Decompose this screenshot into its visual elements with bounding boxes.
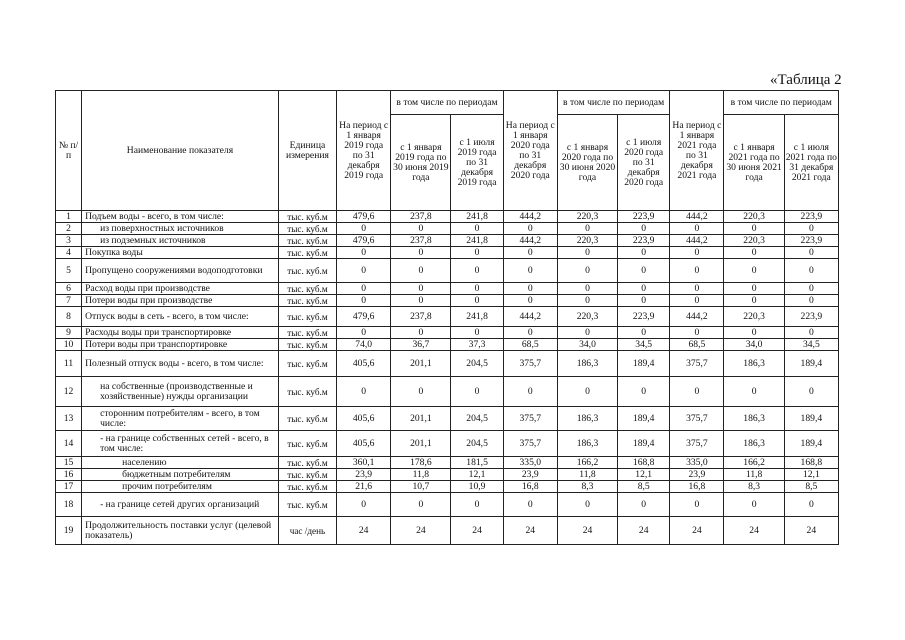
row-value: 10,7 bbox=[391, 481, 451, 493]
row-value: 335,0 bbox=[670, 457, 724, 469]
row-value: 223,9 bbox=[784, 307, 838, 327]
row-value: 220,3 bbox=[724, 307, 784, 327]
row-value: 24 bbox=[618, 517, 670, 545]
row-name: - на границе собственных сетей - всего, в том числе: bbox=[82, 431, 279, 457]
row-value: 204,5 bbox=[451, 351, 503, 377]
row-value: 34,0 bbox=[724, 339, 784, 351]
row-value: 0 bbox=[557, 327, 617, 339]
row-number: 1 bbox=[56, 211, 82, 223]
row-value: 36,7 bbox=[391, 339, 451, 351]
row-number: 18 bbox=[56, 493, 82, 517]
row-value: 0 bbox=[784, 295, 838, 307]
row-value: 8,5 bbox=[784, 481, 838, 493]
row-value: 204,5 bbox=[451, 431, 503, 457]
table-row bbox=[56, 211, 839, 223]
row-value: 0 bbox=[451, 259, 503, 283]
row-value: 24 bbox=[337, 517, 391, 545]
row-value: 201,1 bbox=[391, 431, 451, 457]
table-row bbox=[56, 517, 839, 545]
row-value: 0 bbox=[724, 223, 784, 235]
header-2020-h1: с 1 января 2020 года по 30 июня 2020 года bbox=[557, 115, 617, 211]
row-number: 14 bbox=[56, 431, 82, 457]
row-value: 0 bbox=[391, 283, 451, 295]
row-value: 0 bbox=[337, 327, 391, 339]
row-value: 74,0 bbox=[337, 339, 391, 351]
row-value: 0 bbox=[670, 377, 724, 407]
header-2021-total: На период с 1 января 2021 года по 31 декабря 2021 года bbox=[670, 91, 724, 211]
row-value: 68,5 bbox=[670, 339, 724, 351]
row-value: 0 bbox=[724, 247, 784, 259]
row-value: 68,5 bbox=[503, 339, 557, 351]
row-value: 0 bbox=[337, 493, 391, 517]
row-value: 34,5 bbox=[618, 339, 670, 351]
row-value: 479,6 bbox=[337, 307, 391, 327]
row-value: 375,7 bbox=[503, 407, 557, 431]
row-value: 220,3 bbox=[724, 235, 784, 247]
row-value: 237,8 bbox=[391, 307, 451, 327]
row-value: 0 bbox=[670, 493, 724, 517]
table-row bbox=[56, 283, 839, 295]
row-value: 0 bbox=[337, 247, 391, 259]
row-name: сторонним потребителям - всего, в том числе: bbox=[82, 407, 279, 431]
row-value: 0 bbox=[391, 327, 451, 339]
row-value: 220,3 bbox=[557, 235, 617, 247]
row-name: из поверхностных источников bbox=[82, 223, 279, 235]
row-value: 0 bbox=[784, 247, 838, 259]
row-value: 12,1 bbox=[784, 469, 838, 481]
row-value: 24 bbox=[784, 517, 838, 545]
table-row bbox=[56, 481, 839, 493]
row-number: 15 bbox=[56, 457, 82, 469]
row-value: 189,4 bbox=[618, 431, 670, 457]
row-value: 220,3 bbox=[724, 211, 784, 223]
row-value: 16,8 bbox=[503, 481, 557, 493]
row-number: 3 bbox=[56, 235, 82, 247]
row-value: 189,4 bbox=[784, 431, 838, 457]
row-value: 12,1 bbox=[451, 469, 503, 481]
table-body bbox=[56, 211, 839, 545]
row-number: 4 bbox=[56, 247, 82, 259]
row-unit: тыс. куб.м bbox=[278, 339, 336, 351]
row-number: 8 bbox=[56, 307, 82, 327]
row-name: Расходы воды при транспортировке bbox=[82, 327, 279, 339]
row-value: 241,8 bbox=[451, 235, 503, 247]
header-2020-h2: с 1 июля 2020 года по 31 декабря 2020 года bbox=[618, 115, 670, 211]
header-2021-h2: с 1 июля 2021 года по 31 декабря 2021 года bbox=[784, 115, 838, 211]
header-2019-h2: с 1 июля 2019 года по 31 декабря 2019 года bbox=[451, 115, 503, 211]
row-value: 0 bbox=[557, 283, 617, 295]
row-value: 0 bbox=[670, 223, 724, 235]
row-value: 23,9 bbox=[337, 469, 391, 481]
row-value: 24 bbox=[451, 517, 503, 545]
row-unit: тыс. куб.м bbox=[278, 259, 336, 283]
header-2019-h1: с 1 января 2019 года по 30 июня 2019 года bbox=[391, 115, 451, 211]
table-row bbox=[56, 295, 839, 307]
table-row bbox=[56, 351, 839, 377]
row-value: 0 bbox=[618, 283, 670, 295]
row-value: 0 bbox=[670, 327, 724, 339]
row-value: 0 bbox=[391, 223, 451, 235]
row-value: 0 bbox=[784, 283, 838, 295]
row-value: 189,4 bbox=[618, 351, 670, 377]
header-2021-h1: с 1 января 2021 года по 30 июня 2021 года bbox=[724, 115, 784, 211]
row-value: 0 bbox=[503, 259, 557, 283]
table-caption: «Таблица 2 bbox=[770, 72, 842, 88]
row-name: Полезный отпуск воды - всего, в том числе: bbox=[82, 351, 279, 377]
row-value: 168,8 bbox=[784, 457, 838, 469]
table-row bbox=[56, 259, 839, 283]
row-value: 189,4 bbox=[618, 407, 670, 431]
row-value: 0 bbox=[724, 259, 784, 283]
row-number: 19 bbox=[56, 517, 82, 545]
header-2021-group: в том числе по периодам bbox=[724, 91, 839, 115]
row-value: 21,6 bbox=[337, 481, 391, 493]
row-value: 220,3 bbox=[557, 211, 617, 223]
row-name: из подземных источников bbox=[82, 235, 279, 247]
row-value: 0 bbox=[451, 493, 503, 517]
row-value: 11,8 bbox=[557, 469, 617, 481]
row-unit: тыс. куб.м bbox=[278, 493, 336, 517]
row-value: 0 bbox=[337, 283, 391, 295]
row-value: 0 bbox=[557, 493, 617, 517]
row-value: 181,5 bbox=[451, 457, 503, 469]
row-unit: тыс. куб.м bbox=[278, 469, 336, 481]
row-value: 168,8 bbox=[618, 457, 670, 469]
row-value: 0 bbox=[724, 283, 784, 295]
row-number: 2 bbox=[56, 223, 82, 235]
row-value: 11,8 bbox=[391, 469, 451, 481]
row-value: 0 bbox=[391, 247, 451, 259]
row-value: 24 bbox=[503, 517, 557, 545]
row-value: 0 bbox=[670, 283, 724, 295]
row-number: 12 bbox=[56, 377, 82, 407]
row-value: 223,9 bbox=[784, 211, 838, 223]
row-name: Отпуск воды в сеть - всего, в том числе: bbox=[82, 307, 279, 327]
header-num: № п/п bbox=[56, 91, 82, 211]
row-name: Продолжительность поставки услуг (целевой показатель) bbox=[82, 517, 279, 545]
row-value: 444,2 bbox=[670, 235, 724, 247]
row-value: 0 bbox=[724, 377, 784, 407]
header-2019-group: в том числе по периодам bbox=[391, 91, 503, 115]
row-value: 223,9 bbox=[784, 235, 838, 247]
row-value: 223,9 bbox=[618, 235, 670, 247]
row-value: 479,6 bbox=[337, 211, 391, 223]
row-number: 9 bbox=[56, 327, 82, 339]
row-name: бюджетным потребителям bbox=[82, 469, 279, 481]
row-unit: тыс. куб.м bbox=[278, 211, 336, 223]
row-value: 241,8 bbox=[451, 307, 503, 327]
row-value: 444,2 bbox=[503, 307, 557, 327]
row-unit: тыс. куб.м bbox=[278, 295, 336, 307]
row-unit: тыс. куб.м bbox=[278, 457, 336, 469]
table-row bbox=[56, 469, 839, 481]
row-value: 0 bbox=[670, 259, 724, 283]
row-unit: час /день bbox=[278, 517, 336, 545]
row-value: 405,6 bbox=[337, 431, 391, 457]
row-value: 0 bbox=[670, 247, 724, 259]
row-value: 0 bbox=[391, 493, 451, 517]
row-value: 37,3 bbox=[451, 339, 503, 351]
row-value: 166,2 bbox=[557, 457, 617, 469]
table-row bbox=[56, 235, 839, 247]
row-value: 0 bbox=[503, 493, 557, 517]
row-name: населению bbox=[82, 457, 279, 469]
row-value: 0 bbox=[503, 223, 557, 235]
row-number: 6 bbox=[56, 283, 82, 295]
row-unit: тыс. куб.м bbox=[278, 481, 336, 493]
row-number: 10 bbox=[56, 339, 82, 351]
row-number: 13 bbox=[56, 407, 82, 431]
row-number: 17 bbox=[56, 481, 82, 493]
row-value: 24 bbox=[724, 517, 784, 545]
row-value: 34,5 bbox=[784, 339, 838, 351]
row-value: 186,3 bbox=[724, 351, 784, 377]
row-value: 0 bbox=[391, 295, 451, 307]
table-row bbox=[56, 327, 839, 339]
row-value: 0 bbox=[391, 377, 451, 407]
row-value: 0 bbox=[451, 283, 503, 295]
row-value: 0 bbox=[337, 377, 391, 407]
row-value: 444,2 bbox=[503, 235, 557, 247]
row-number: 16 bbox=[56, 469, 82, 481]
row-value: 444,2 bbox=[670, 307, 724, 327]
table-row bbox=[56, 377, 839, 407]
table-row bbox=[56, 307, 839, 327]
row-value: 220,3 bbox=[557, 307, 617, 327]
row-value: 24 bbox=[557, 517, 617, 545]
row-name: Подъем воды - всего, в том числе: bbox=[82, 211, 279, 223]
table-row bbox=[56, 457, 839, 469]
row-value: 11,8 bbox=[724, 469, 784, 481]
row-value: 0 bbox=[503, 327, 557, 339]
row-name: Пропущено сооружениями водоподготовки bbox=[82, 259, 279, 283]
row-value: 0 bbox=[503, 247, 557, 259]
row-value: 0 bbox=[451, 295, 503, 307]
row-value: 0 bbox=[618, 295, 670, 307]
row-value: 189,4 bbox=[784, 407, 838, 431]
row-name: Потери воды при производстве bbox=[82, 295, 279, 307]
row-value: 375,7 bbox=[503, 351, 557, 377]
row-value: 0 bbox=[503, 283, 557, 295]
row-value: 23,9 bbox=[503, 469, 557, 481]
row-value: 0 bbox=[618, 247, 670, 259]
row-value: 24 bbox=[391, 517, 451, 545]
header-unit: Единица измерения bbox=[278, 91, 336, 211]
row-name: - на границе сетей других организаций bbox=[82, 493, 279, 517]
row-value: 0 bbox=[670, 295, 724, 307]
header-2020-group: в том числе по периодам bbox=[557, 91, 669, 115]
row-value: 0 bbox=[784, 223, 838, 235]
row-unit: тыс. куб.м bbox=[278, 283, 336, 295]
row-value: 0 bbox=[391, 259, 451, 283]
row-value: 0 bbox=[337, 295, 391, 307]
row-value: 189,4 bbox=[784, 351, 838, 377]
row-value: 0 bbox=[451, 247, 503, 259]
row-unit: тыс. куб.м bbox=[278, 407, 336, 431]
row-value: 405,6 bbox=[337, 351, 391, 377]
row-value: 166,2 bbox=[724, 457, 784, 469]
row-value: 0 bbox=[337, 223, 391, 235]
row-value: 375,7 bbox=[503, 431, 557, 457]
row-value: 201,1 bbox=[391, 407, 451, 431]
row-value: 0 bbox=[557, 223, 617, 235]
row-value: 12,1 bbox=[618, 469, 670, 481]
row-unit: тыс. куб.м bbox=[278, 327, 336, 339]
row-value: 0 bbox=[451, 377, 503, 407]
row-value: 375,7 bbox=[670, 431, 724, 457]
row-value: 0 bbox=[784, 377, 838, 407]
row-value: 0 bbox=[618, 223, 670, 235]
row-value: 360,1 bbox=[337, 457, 391, 469]
row-value: 0 bbox=[557, 247, 617, 259]
row-value: 0 bbox=[618, 493, 670, 517]
row-value: 0 bbox=[784, 259, 838, 283]
row-value: 34,0 bbox=[557, 339, 617, 351]
row-value: 0 bbox=[451, 223, 503, 235]
row-number: 11 bbox=[56, 351, 82, 377]
row-name: Потери воды при транспортировке bbox=[82, 339, 279, 351]
row-value: 8,5 bbox=[618, 481, 670, 493]
row-value: 8,3 bbox=[557, 481, 617, 493]
table-row bbox=[56, 247, 839, 259]
row-value: 405,6 bbox=[337, 407, 391, 431]
row-value: 479,6 bbox=[337, 235, 391, 247]
row-value: 237,8 bbox=[391, 211, 451, 223]
row-value: 241,8 bbox=[451, 211, 503, 223]
row-unit: тыс. куб.м bbox=[278, 307, 336, 327]
row-value: 0 bbox=[618, 327, 670, 339]
row-value: 0 bbox=[724, 327, 784, 339]
table-row bbox=[56, 223, 839, 235]
row-value: 186,3 bbox=[557, 407, 617, 431]
header-2020-total: На период с 1 января 2020 года по 31 декабря 2020 года bbox=[503, 91, 557, 211]
row-value: 201,1 bbox=[391, 351, 451, 377]
row-name: Расход воды при производстве bbox=[82, 283, 279, 295]
row-value: 0 bbox=[724, 295, 784, 307]
row-unit: тыс. куб.м bbox=[278, 431, 336, 457]
row-value: 0 bbox=[784, 493, 838, 517]
row-unit: тыс. куб.м bbox=[278, 223, 336, 235]
row-name: Покупка воды bbox=[82, 247, 279, 259]
row-value: 375,7 bbox=[670, 407, 724, 431]
row-number: 5 bbox=[56, 259, 82, 283]
row-unit: тыс. куб.м bbox=[278, 235, 336, 247]
row-value: 204,5 bbox=[451, 407, 503, 431]
table-row bbox=[56, 407, 839, 431]
row-value: 0 bbox=[503, 295, 557, 307]
row-value: 0 bbox=[337, 259, 391, 283]
row-value: 0 bbox=[503, 377, 557, 407]
row-value: 0 bbox=[618, 377, 670, 407]
row-unit: тыс. куб.м bbox=[278, 247, 336, 259]
row-value: 0 bbox=[557, 377, 617, 407]
row-value: 0 bbox=[618, 259, 670, 283]
row-name: на собственные (производственные и хозяйственные) нужды организации bbox=[82, 377, 279, 407]
row-value: 16,8 bbox=[670, 481, 724, 493]
water-indicators-table bbox=[55, 90, 839, 545]
row-value: 10,9 bbox=[451, 481, 503, 493]
table-row bbox=[56, 431, 839, 457]
row-value: 223,9 bbox=[618, 307, 670, 327]
row-value: 444,2 bbox=[503, 211, 557, 223]
row-value: 375,7 bbox=[670, 351, 724, 377]
row-value: 178,6 bbox=[391, 457, 451, 469]
row-value: 186,3 bbox=[724, 407, 784, 431]
header-2019-total: На период с 1 января 2019 года по 31 декабря 2019 года bbox=[337, 91, 391, 211]
row-value: 186,3 bbox=[724, 431, 784, 457]
row-value: 24 bbox=[670, 517, 724, 545]
row-value: 186,3 bbox=[557, 431, 617, 457]
row-value: 0 bbox=[557, 295, 617, 307]
row-unit: тыс. куб.м bbox=[278, 377, 336, 407]
row-value: 237,8 bbox=[391, 235, 451, 247]
row-value: 444,2 bbox=[670, 211, 724, 223]
row-value: 23,9 bbox=[670, 469, 724, 481]
row-value: 335,0 bbox=[503, 457, 557, 469]
header-name: Наименование показателя bbox=[82, 91, 279, 211]
row-value: 0 bbox=[724, 493, 784, 517]
row-value: 0 bbox=[451, 327, 503, 339]
table-row bbox=[56, 339, 839, 351]
row-value: 223,9 bbox=[618, 211, 670, 223]
row-unit: тыс. куб.м bbox=[278, 351, 336, 377]
row-value: 0 bbox=[784, 327, 838, 339]
row-value: 0 bbox=[557, 259, 617, 283]
table-row bbox=[56, 493, 839, 517]
row-name: прочим потребителям bbox=[82, 481, 279, 493]
row-number: 7 bbox=[56, 295, 82, 307]
row-value: 186,3 bbox=[557, 351, 617, 377]
row-value: 8,3 bbox=[724, 481, 784, 493]
